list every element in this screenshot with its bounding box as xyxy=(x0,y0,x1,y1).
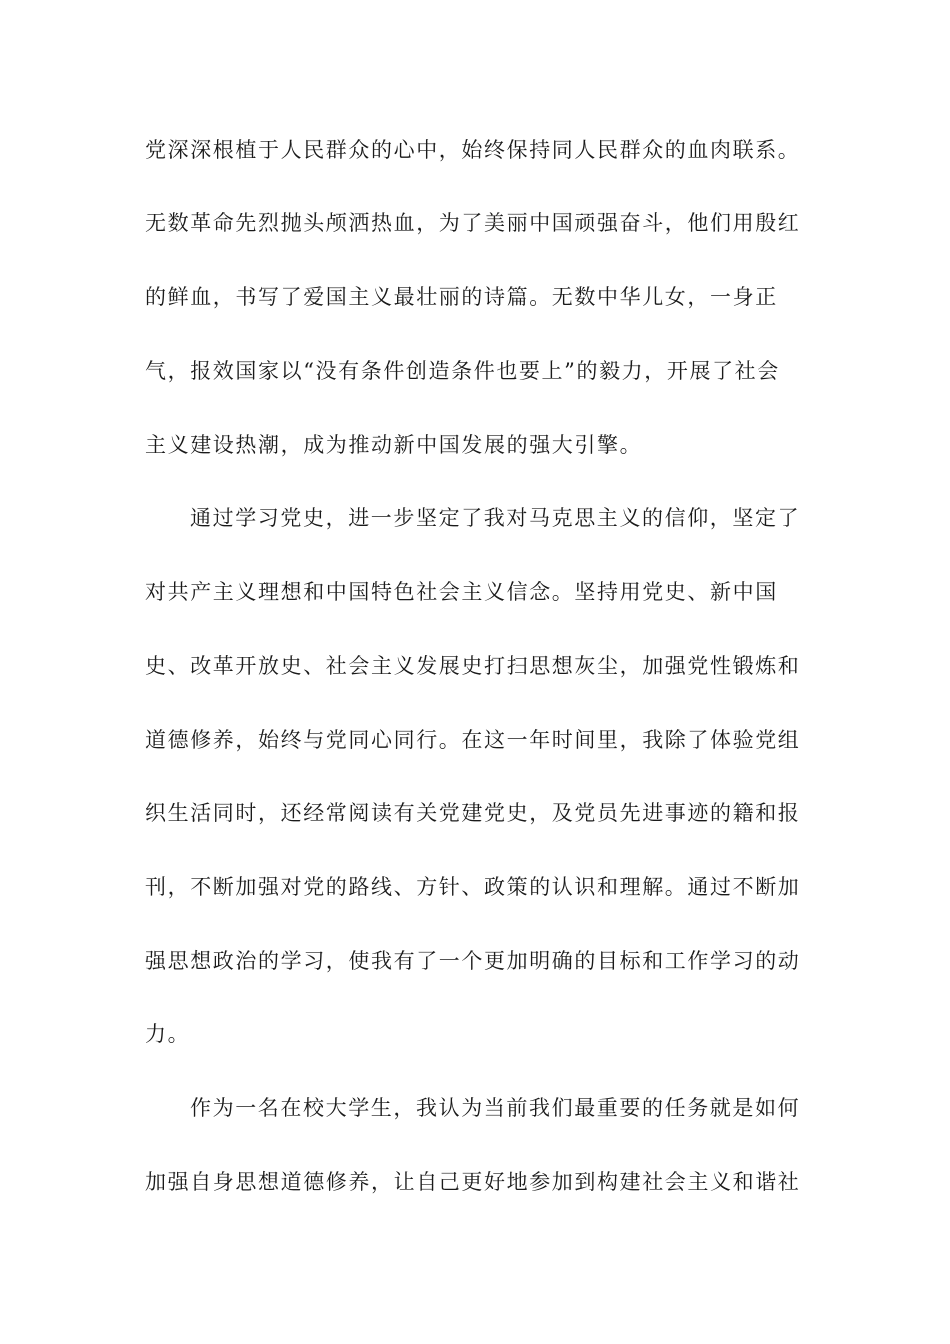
text-line: 强思想政治的学习，使我有了一个更加明确的目标和工作学习的动 xyxy=(145,949,801,973)
text-line: 道德修养，始终与党同心同行。在这一年时间里，我除了体验党组 xyxy=(145,728,801,752)
text-line: 无数革命先烈抛头颅洒热血，为了美丽中国顽强奋斗，他们用殷红 xyxy=(145,211,801,235)
text-line: 史、改革开放史、社会主义发展史打扫思想灰尘，加强党性锻炼和 xyxy=(145,654,801,678)
paragraph-start-line: 通过学习党史，进一步坚定了我对马克思主义的信仰，坚定了 xyxy=(190,506,801,530)
paragraph-start-line: 作为一名在校大学生，我认为当前我们最重要的任务就是如何 xyxy=(190,1096,801,1120)
text-line: 织生活同时，还经常阅读有关党建党史，及党员先进事迹的籍和报 xyxy=(145,801,801,825)
text-line: 气，报效国家以“没有条件创造条件也要上”的毅力，开展了社会 xyxy=(145,359,780,383)
text-line: 加强自身思想道德修养，让自己更好地参加到构建社会主义和谐社 xyxy=(145,1170,801,1194)
text-line: 刊，不断加强对党的路线、方针、政策的认识和理解。通过不断加 xyxy=(145,875,801,899)
text-line: 主义建设热潮，成为推动新中国发展的强大引擎。 xyxy=(145,433,643,457)
text-line: 对共产主义理想和中国特色社会主义信念。坚持用党史、新中国 xyxy=(145,580,778,604)
text-line: 的鲜血，书写了爱国主义最壮丽的诗篇。无数中华儿女，一身正 xyxy=(145,285,778,309)
text-line: 党深深根植于人民群众的心中，始终保持同人民群众的血肉联系。 xyxy=(145,138,801,162)
text-line: 力。 xyxy=(145,1022,191,1046)
